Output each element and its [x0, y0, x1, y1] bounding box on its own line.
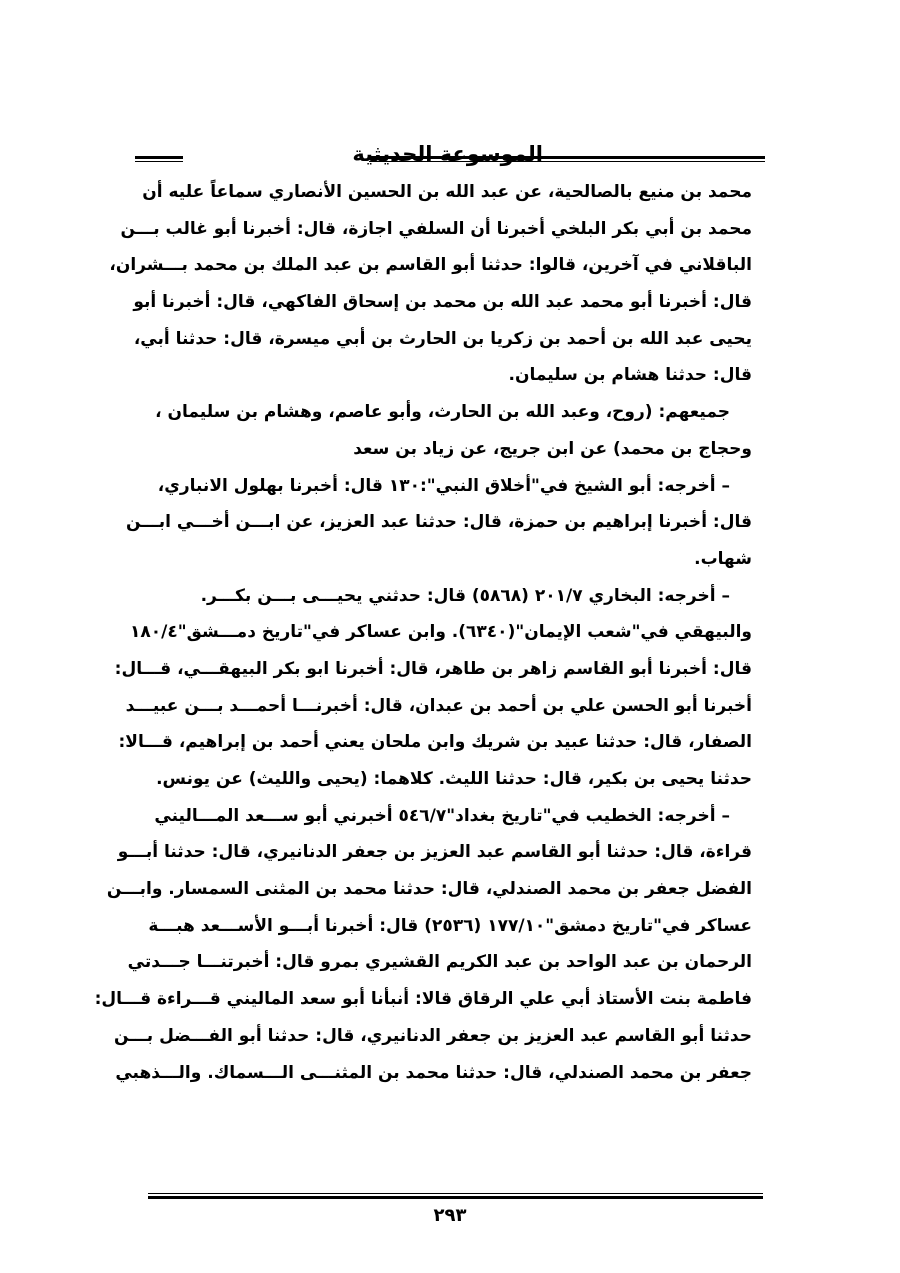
text-line-20: الفضل جعفر بن محمد الصندلي، قال: حدثنا محمد بن المثنى السمسار. وابـــن [106, 879, 752, 900]
text-line-11: شهاب. [694, 548, 752, 569]
footer-rule [148, 1193, 763, 1199]
text-line-4: قال: أخبرنا أبو محمد عبد الله بن محمد بن إسحاق الفاكهي، قال: أخبرنا أبو [133, 292, 752, 313]
text-line-7: جميعهم: (روح، وعبد الله بن الحارث، وأبو عاصم، وهشام بن سليمان ، [155, 402, 730, 423]
text-line-24: حدثنا أبو القاسم عبد العزيز بن جعفر الدنانيري، قال: حدثنا أبو الفـــضل بـــن [114, 1025, 752, 1046]
text-line-19: قراءة، قال: حدثنا أبو القاسم عبد العزيز بن جعفر الدنانيري، قال: حدثنا أبـــو [117, 842, 752, 863]
text-line-17: حدثنا يحيى بن بكير، قال: حدثنا الليث. كلاهما: (يحيى والليث) عن يونس. [156, 769, 752, 789]
text-line-23: فاطمة بنت الأستاذ أبي علي الرقاق قالا: أنبأنا أبو سعد الماليني قـــراءة قـــال: [94, 989, 752, 1010]
text-line-2: محمد بن أبي بكر البلخي أخبرنا أن السلفي اجازة، قال: أخبرنا أبو غالب بـــن [120, 218, 752, 239]
text-line-21: عساكر في"تاريخ دمشق"١٧٧/١٠ (٢٥٣٦) قال: أخبرنا أبـــو الأســـعد هبـــة [148, 915, 752, 936]
text-line-1: محمد بن منيع بالصالحية، عن عبد الله بن الحسين الأنصاري سماعاً عليه أن [142, 182, 752, 202]
text-line-10: قال: أخبرنا إبراهيم بن حمزة، قال: حدثنا عبد العزيز، عن ابـــن أخـــي ابـــن [125, 512, 752, 533]
text-line-25: جعفر بن محمد الصندلي، قال: حدثنا محمد بن المثنـــى الـــسماك. والـــذهبي [115, 1062, 752, 1083]
text-line-12: – أخرجه: البخاري ٢٠١/٧ (٥٨٦٨) قال: حدثني يحيـــى بـــن بكـــر. [200, 585, 730, 606]
body-text [94, 174, 752, 1091]
page-header [135, 140, 765, 172]
text-line-9: – أخرجه: أبو الشيخ في"أخلاق النبي":١٣٠ قال: أخبرنا بهلول الانباري، [157, 475, 730, 496]
header-rule-right [369, 156, 765, 162]
header-title: الموسوعة الحديثية [352, 142, 543, 166]
text-line-22: الرحمان بن عبد الواحد بن عبد الكريم القشيري بمرو قال: أخبرتنـــا جـــدتي [127, 952, 752, 973]
text-line-8: وحجاج بن محمد) عن ابن جريج، عن زياد بن سعد [353, 438, 752, 459]
text-line-14: قال: أخبرنا أبو القاسم زاهر بن طاهر، قال: أخبرنا ابو بكر البيهقـــي، قـــال: [114, 658, 752, 679]
text-line-5: يحيى عبد الله بن أحمد بن زكريا بن الحارث بن أبي ميسرة، قال: حدثنا أبي، [133, 328, 752, 349]
page-number: ٢٩٣ [433, 1205, 467, 1226]
text-line-6: قال: حدثنا هشام بن سليمان. [508, 365, 752, 386]
text-line-16: الصفار، قال: حدثنا عبيد بن شريك وابن ملحان يعني أحمد بن إبراهيم، قـــالا: [118, 732, 752, 753]
text-line-13: والبيهقي في"شعب الإيمان"(٦٣٤٠). وابن عساكر في"تاريخ دمـــشق"١٨٠/٤ [130, 622, 752, 643]
text-line-3: الباقلاني في آخرين، قالوا: حدثنا أبو القاسم بن عبد الملك بن محمد بـــشران، [109, 255, 752, 276]
header-rule-left [135, 156, 183, 162]
text-line-18: – أخرجه: الخطيب في"تاريخ بغداد"٥٤٦/٧ أخبرني أبو ســـعد المـــاليني [154, 805, 730, 826]
text-line-15: أخبرنا أبو الحسن علي بن أحمد بن عبدان، قال: أخبرنـــا أحمـــد بـــن عبيـــد [125, 695, 752, 716]
